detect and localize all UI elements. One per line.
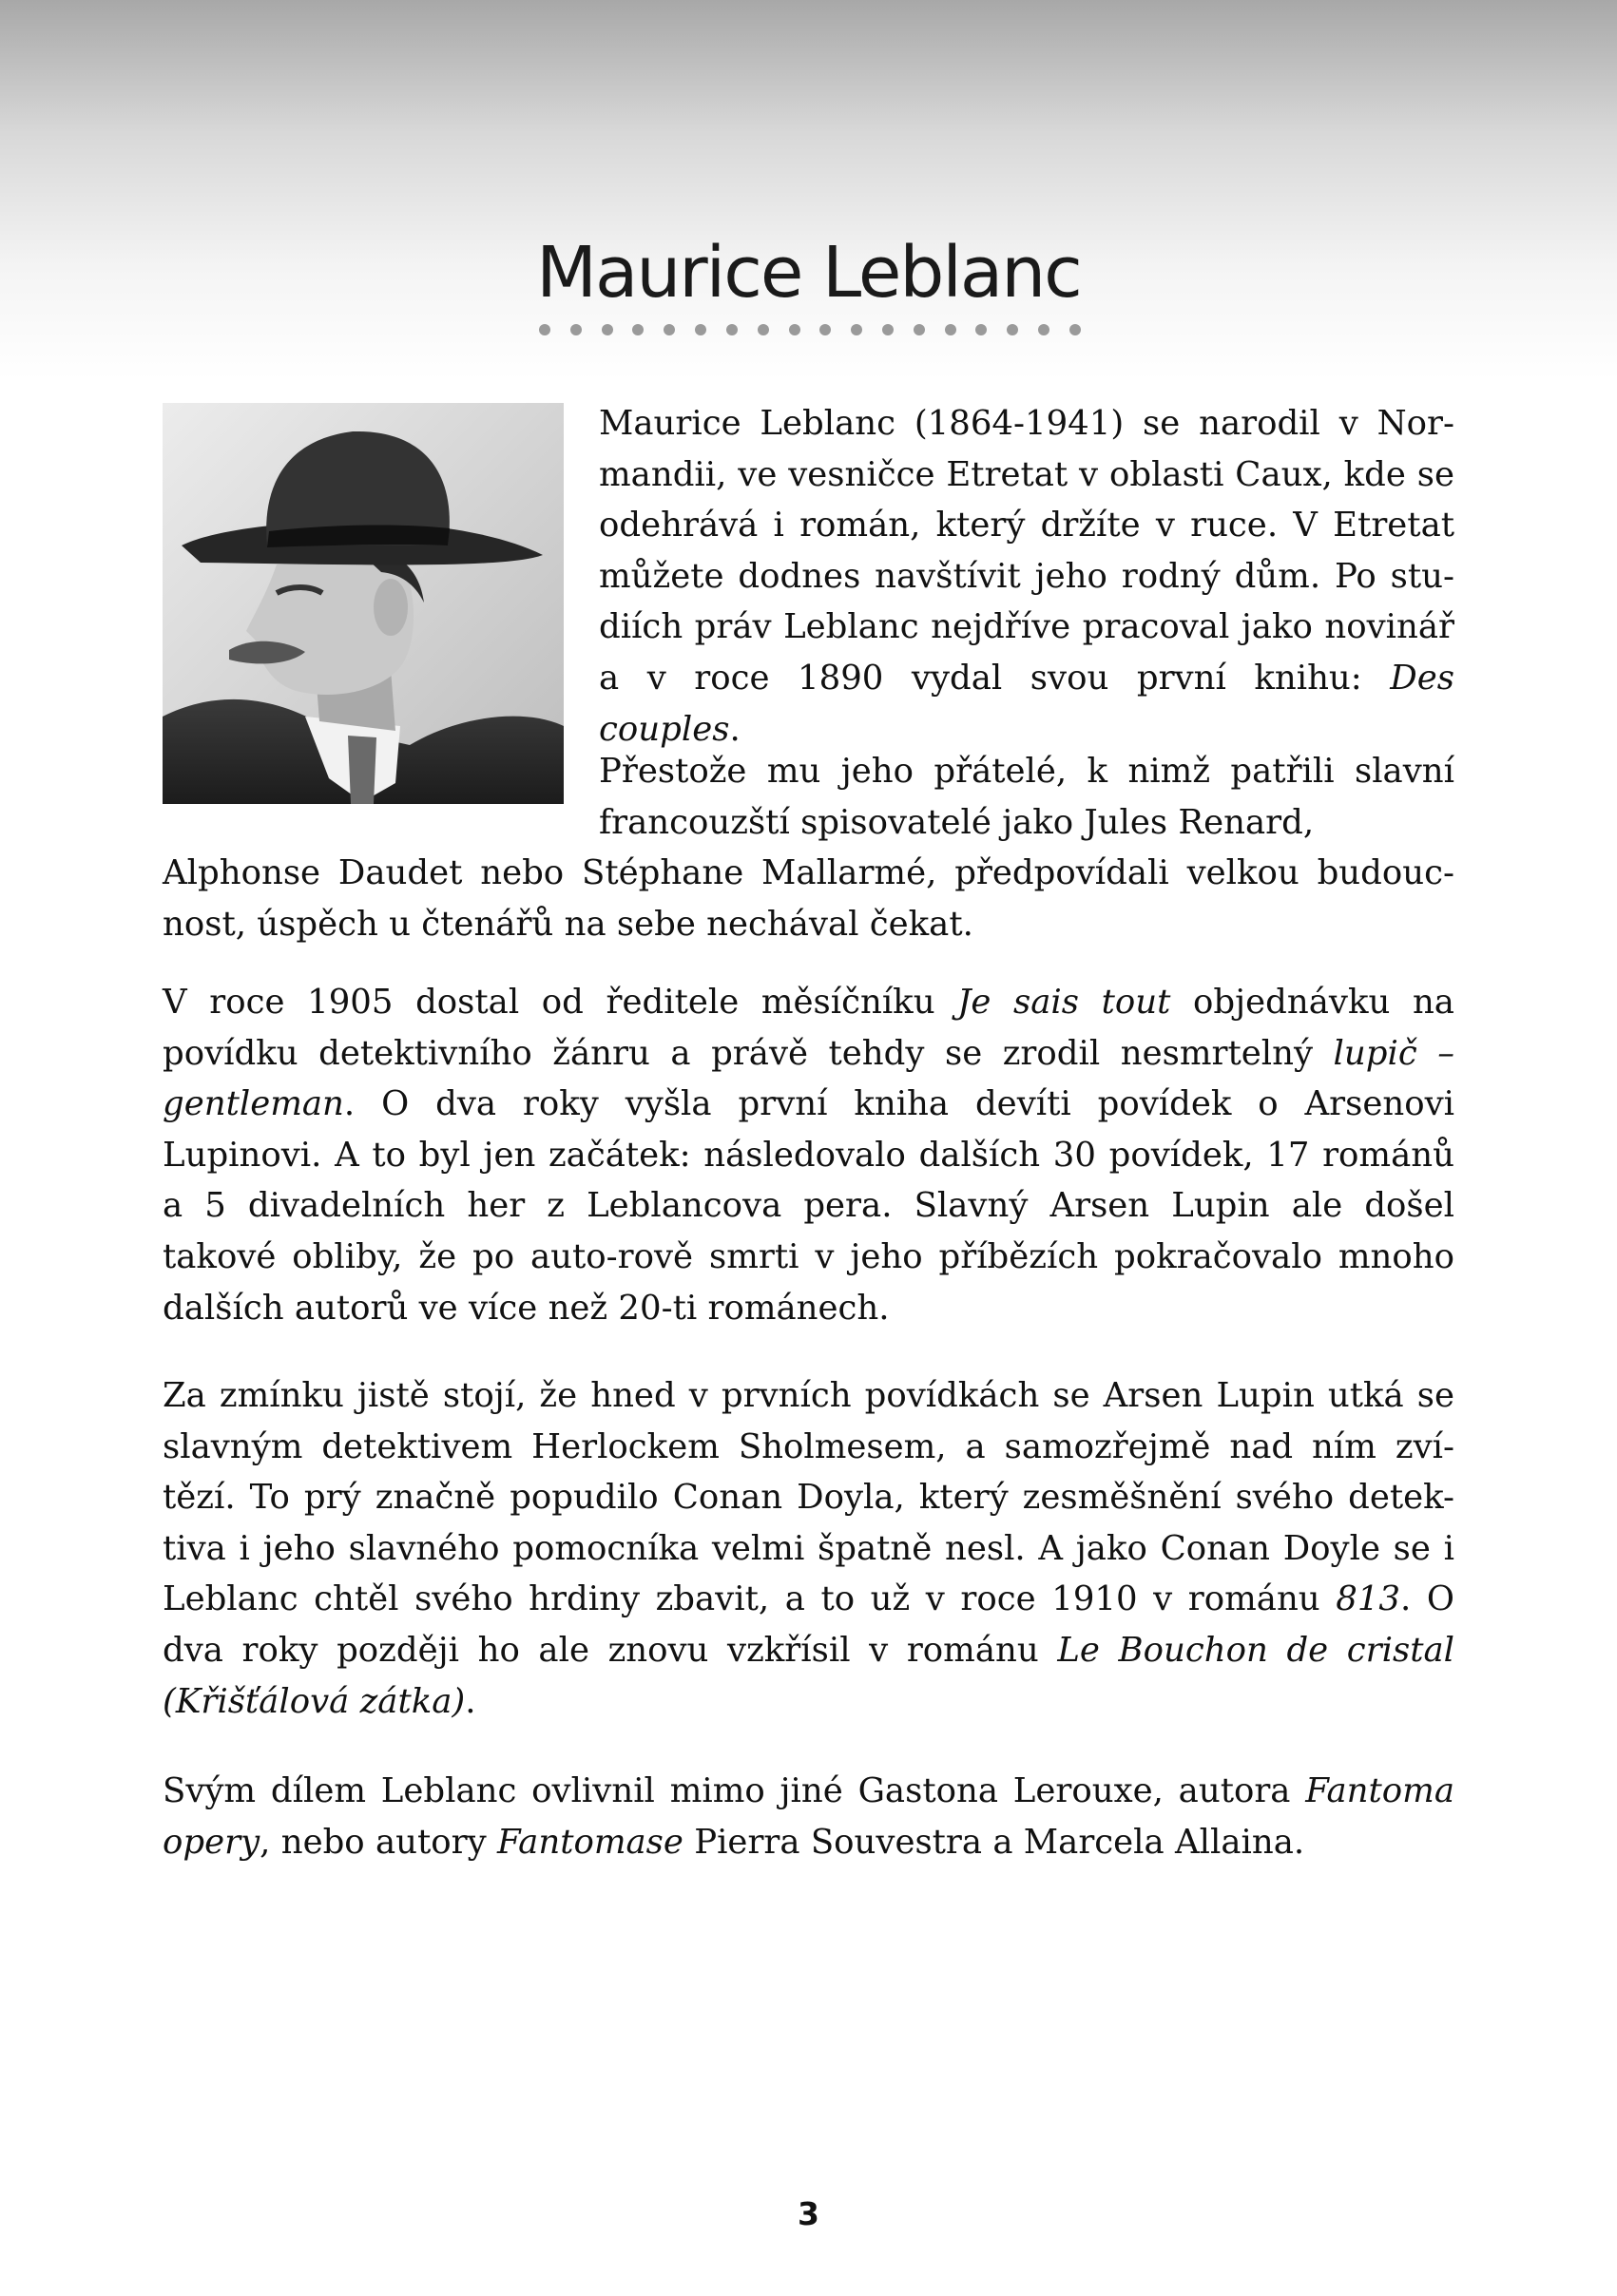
p2-line: Přestože mu jeho přátelé, k nimž patřili slavní — [599, 752, 1454, 791]
p2-line: francouzští spisovatelé jako Jules Renard, — [599, 802, 1315, 842]
paragraph-2-wrapped — [599, 746, 1454, 848]
divider-dot — [1038, 324, 1049, 335]
p5-text: Svým dílem Leblanc ovlivnil mimo jiné Gastona Lerouxe, autora — [163, 1771, 1306, 1810]
novel-bouchon-italic: Le Bouchon de cristal (Křišťálová zátka) — [163, 1630, 1455, 1721]
divider-dot — [789, 324, 800, 335]
divider-dot — [945, 324, 956, 335]
divider-dot — [882, 324, 894, 335]
divider-dot — [695, 324, 706, 335]
novel-813-italic: 813 — [1336, 1579, 1401, 1619]
p2-line: Alphonse Daudet nebo Stéphane Mallarmé, předpovídali velkou budouc- — [163, 853, 1454, 892]
p3-text: objednávku na povídku detektivního žánru a právě tehdy se zrodil nesmrtelný — [163, 983, 1454, 1073]
divider-dot — [819, 324, 831, 335]
paragraph-2-full — [163, 848, 1454, 949]
p5-text: , nebo autory — [260, 1822, 497, 1862]
author-portrait-photo — [163, 403, 564, 804]
p4-text: Za zmínku jistě stojí, že hned v prvních povídkách se Arsen Lupin utká se slavným detektivem Herlockem Sholmesem, a samozřejmě nad ním zví-tězí. To prý značně popudilo Conan Doyla, který zesměšnění svého detek-tiva i jeho slavného pomocníka velmi špatně nesl. A jako Conan Doyle se i Leblanc chtěl svého hrdiny zbavit, a to už v roce 1910 v románu — [163, 1376, 1454, 1619]
p1-line: mandii, ve vesničce Etretat v oblasti Caux, kde se — [599, 454, 1454, 494]
p1-line: Maurice Leblanc (1864-1941) se narodil v Nor- — [599, 404, 1454, 443]
divider-dot — [570, 324, 582, 335]
p4-text: . — [465, 1681, 476, 1721]
paragraph-3 — [163, 977, 1454, 1333]
p1-line: a v roce 1890 vydal svou první knihu: — [599, 658, 1391, 698]
fantoma-opery-italic: Fantoma opery — [163, 1771, 1454, 1862]
p1-line: odehrává i román, který držíte v ruce. V Etretat — [599, 506, 1454, 545]
title-dot-divider — [539, 324, 1081, 335]
book-title-italic: Des couples — [599, 658, 1454, 749]
page-title: Maurice Leblanc — [536, 232, 1081, 314]
divider-dot — [664, 324, 675, 335]
divider-dot — [851, 324, 862, 335]
p1-line: diích práv Leblanc nejdříve pracoval jako novinář — [599, 607, 1454, 647]
header-gradient — [0, 0, 1617, 380]
divider-dot — [539, 324, 550, 335]
p3-text: . O dva roky vyšla první kniha devíti povídek o Arsenovi Lupinovi. A to byl jen začátek: následovalo dalších 30 povídek, 17 románů a 5 divadelních her z Leblancova pera. Slavný Arsen Lupin ale došel takové obliby, že po auto-rově smrti v jeho příbězích pokračovalo mnoho dalších autorů ve více než 20-ti románech. — [163, 1084, 1454, 1328]
fantomase-italic: Fantomase — [496, 1822, 683, 1862]
divider-dot — [1069, 324, 1081, 335]
p1-line: . — [729, 709, 741, 749]
magazine-title-italic: Je sais tout — [957, 983, 1171, 1022]
p5-text: Pierra Souvestra a Marcela Allaina. — [683, 1822, 1305, 1862]
divider-dot — [1007, 324, 1018, 335]
paragraph-1 — [599, 398, 1454, 755]
divider-dot — [975, 324, 987, 335]
divider-dot — [758, 324, 769, 335]
p1-line: můžete dodnes navštívit jeho rodný dům. Po stu- — [599, 556, 1454, 596]
paragraph-4 — [163, 1370, 1454, 1727]
portrait-illustration — [163, 403, 564, 804]
lupin-epithet-italic: lupič – gentleman — [163, 1033, 1454, 1124]
divider-dot — [726, 324, 738, 335]
p3-text: V roce 1905 dostal od ředitele měsíčníku — [163, 983, 958, 1022]
p2-line: nost, úspěch u čtenářů na sebe nechával čekat. — [163, 904, 973, 944]
p4-text: . O dva roky později ho ale znovu vzkřísil v románu — [163, 1579, 1454, 1670]
page-number: 3 — [798, 2195, 819, 2232]
divider-dot — [602, 324, 613, 335]
divider-dot — [632, 324, 644, 335]
paragraph-5 — [163, 1766, 1454, 1867]
divider-dot — [914, 324, 925, 335]
